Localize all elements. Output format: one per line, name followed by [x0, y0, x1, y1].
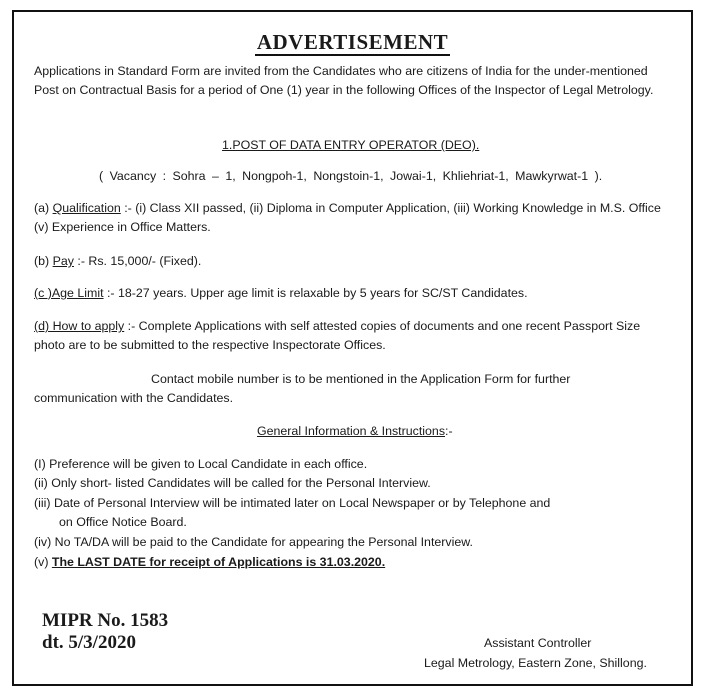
mipr-date: dt. 5/3/2020 [42, 632, 136, 653]
intro-paragraph: Applications in Standard Form are invited from the Candidates who are citizens of India for the under-mentioned Post on Contractual Basis for a period of One (1) year in the following Offices of the Inspector of Legal Metrology. [34, 64, 654, 97]
signatory-office: Legal Metrology, Eastern Zone, Shillong. [424, 656, 647, 670]
general-heading: General Information & Instructions:- [257, 424, 453, 438]
signatory-title: Assistant Controller [484, 636, 592, 650]
instruction-iii: (iii) Date of Personal Interview will be intimated later on Local Newspaper or by Telephone and [34, 496, 551, 510]
instruction-i: (I) Preference will be given to Local Candidate in each office. [34, 457, 368, 471]
pay-line: (b) Pay :- Rs. 15,000/- (Fixed). [34, 254, 202, 268]
page-title: ADVERTISEMENT [256, 30, 449, 54]
advertisement-frame [12, 10, 693, 686]
age-limit-label: (c )Age Limit [34, 286, 104, 300]
instruction-iv: (iv) No TA/DA will be paid to the Candidate for appearing the Personal Interview. [34, 535, 473, 549]
qualification-paragraph: (a) Qualification :- (i) Class XII passed, (ii) Diploma in Computer Application, (iii) Working Knowledge in M.S. Office (v) Experience in Office Matters. [34, 201, 661, 234]
instruction-iii-continued: on Office Notice Board. [59, 515, 187, 529]
contact-line-1: Contact mobile number is to be mentioned in the Application Form for further [151, 372, 571, 386]
vacancy-line: ( Vacancy : Sohra – 1, Nongpoh-1, Nongstoin-1, Jowai-1, Khliehriat-1, Mawkyrwat-1 ). [99, 169, 603, 183]
mipr-number: MIPR No. 1583 [42, 610, 169, 631]
last-date-text: The LAST DATE for receipt of Applications is 31.03.2020. [51, 555, 386, 569]
age-limit-line: (c )Age Limit :- 18-27 years. Upper age limit is relaxable by 5 years for SC/ST Candidates. [34, 286, 528, 300]
pay-label: Pay [52, 254, 74, 268]
how-to-apply-paragraph: (d) How to apply :- Complete Applications with self attested copies of documents and one recent Passport Size photo are to be submitted to the respective Inspectorate Offices. [34, 319, 641, 352]
post-heading: 1.POST OF DATA ENTRY OPERATOR (DEO). [222, 138, 480, 152]
qualification-label: Qualification [52, 201, 121, 215]
instruction-ii: (ii) Only short- listed Candidates will be called for the Personal Interview. [34, 476, 431, 490]
how-to-apply-label: (d) How to apply [34, 319, 125, 333]
contact-line-2: communication with the Candidates. [34, 391, 234, 405]
instruction-v: (v) The LAST DATE for receipt of Applications is 31.03.2020. [34, 555, 386, 569]
